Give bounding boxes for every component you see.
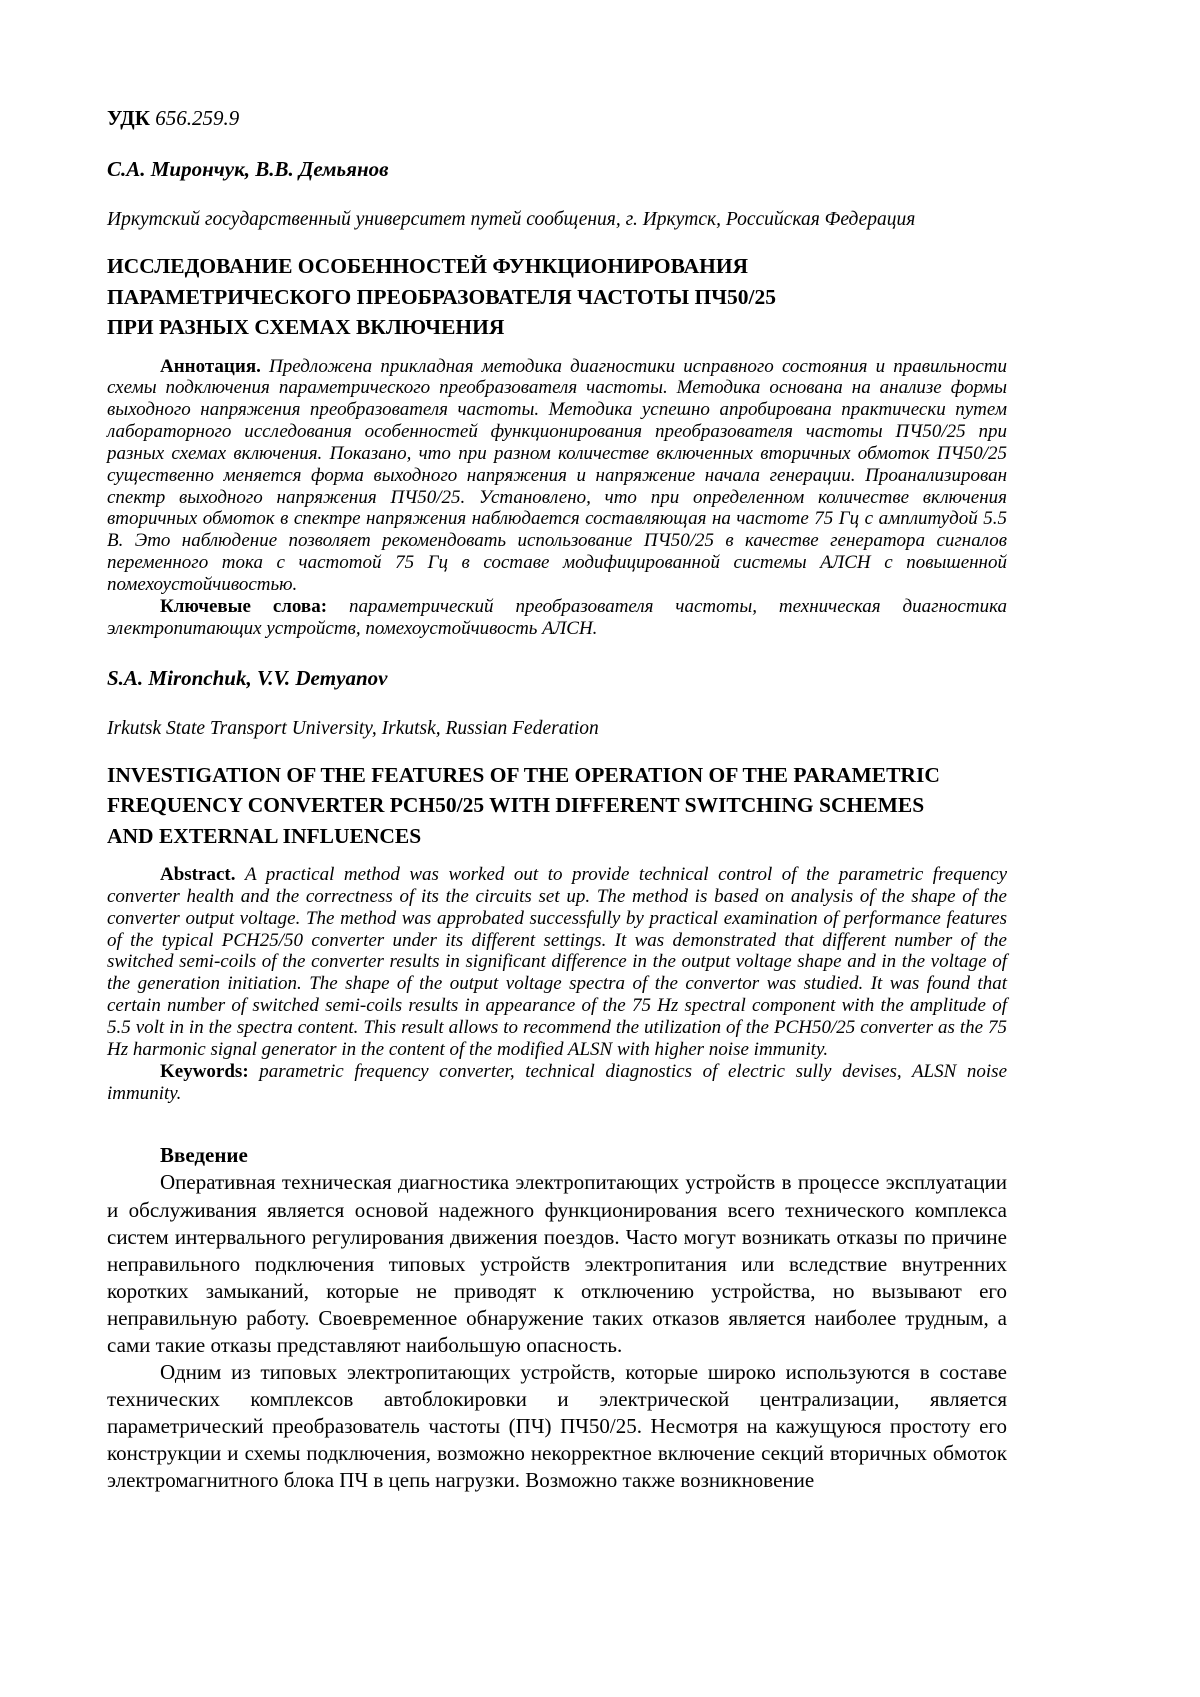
section-heading-introduction: Введение — [160, 1143, 248, 1168]
affiliation-english: Irkutsk State Transport University, Irkutsk, Russian Federation — [107, 717, 599, 739]
keywords-english-label: Keywords: — [160, 1060, 249, 1082]
introduction-paragraph-2: Одним из типовых электропитающих устройств, которые широко используются в составе технических комплексов автоблокировки и электрической централизации, является параметрический преобразователь частоты (ПЧ) ПЧ50/25. Несмотря на кажущуюся простоту его конструкции и схемы подключения, возможно некорректное включение секций вторичных обмоток электромагнитного блока ПЧ в цепь нагрузки. Возможно также возникновение — [107, 1359, 1007, 1493]
udk-label: УДК — [107, 106, 150, 130]
udk-line — [107, 106, 1007, 131]
keywords-russian-label: Ключевые слова: — [160, 595, 328, 617]
paper-title-russian: ИССЛЕДОВАНИЕ ОСОБЕННОСТЕЙ ФУНКЦИОНИРОВАНИЯ ПАРАМЕТРИЧЕСКОГО ПРЕОБРАЗОВАТЕЛЯ ЧАСТОТЫ ПЧ50/25 ПРИ РАЗНЫХ СХЕМАХ ВКЛЮЧЕНИЯ — [107, 254, 777, 340]
udk-number: 656.259.9 — [155, 106, 240, 130]
keywords-english-text: parametric frequency converter, technical diagnostics of electric sully devises, ALSN noise immunity. — [107, 1060, 1008, 1104]
paper-title-english: INVESTIGATION OF THE FEATURES OF THE OPERATION OF THE PARAMETRIC FREQUENCY CONVERTER PCH50/25 WITH DIFFERENT SWITCHING SCHEMES AND EXTERNAL INFLUENCES — [107, 762, 940, 848]
keywords-english — [107, 1061, 1007, 1105]
keywords-russian-text: параметрический преобразователя частоты, техническая диагностика электропитающих устройств, помехоустойчивость АЛСН. — [107, 595, 1007, 639]
abstract-english-text: A practical method was worked out to provide technical control of the parametric frequency converter health and the correctness of its the circuits set up. The method is based on analysis of the shape of the converter output voltage. The method was approbated successfully by practical examination of performance features of the typical PCH25/50 converter under its different settings. It was demonstrated that different number of the switched semi-coils of the converter results in significant difference in the output voltage shape and in the voltage of the generation initiation. The shape of the output voltage spectra of the convertor was studied. It was found that certain number of switched semi-coils results in appearance of the 75 Hz spectral component with the amplitude of 5.5 volt in in the spectra content. This result allows to recommend the utilization of the PCH50/25 converter as the 75 Hz harmonic signal generator in the content of the modified ALSN with higher noise immunity. — [107, 864, 1007, 1060]
abstract-english-label: Abstract. — [160, 864, 236, 886]
abstract-russian-label: Аннотация. — [160, 355, 261, 377]
abstract-russian-text: Предложена прикладная методика диагностики исправного состояния и правильности схемы подключения параметрического преобразователя частоты. Методика основана на анализе формы выходного напряжения преобразователя частоты. Методика успешно апробирована практически путем лабораторного исследования особенностей функционирования преобразователя частоты ПЧ50/25 при разных схемах включения. Показано, что при разном количестве включенных вторичных обмоток ПЧ50/25 существенно меняется форма выходного напряжения и напряжение начала генерации. Проанализирован спектр выходного напряжения ПЧ50/25. Установлено, что при определенном количестве включения вторичных обмоток в спектре напряжения наблюдается составляющая на частоте 75 Гц с амплитудой 5.5 В. Это наблюдение позволяет рекомендовать использование ПЧ50/25 в качестве генератора сигналов переменного тока с частотой 75 Гц в составе модифицированной системы АЛСН с повышенной помехоустойчивостью. — [107, 355, 1007, 595]
authors-russian: С.А. Мирончук, В.В. Демьянов — [107, 157, 389, 181]
abstract-russian — [107, 356, 1007, 596]
affiliation-russian: Иркутский государственный университет путей сообщения, г. Иркутск, Российская Федерация — [107, 209, 916, 230]
introduction-paragraph-1: Оперативная техническая диагностика электропитающих устройств в процессе эксплуатации и обслуживания является основой надежного функционирования всего технического комплекса систем интервального регулирования движения поездов. Часто могут возникать отказы по причине неправильного подключения типовых устройств электропитания или вследствие внутренних коротких замыканий, которые не приводят к отключению устройства, но вызывают его неправильную работу. Своевременное обнаружение таких отказов является наиболее трудным, а сами такие отказы представляют наибольшую опасность. — [107, 1170, 1007, 1357]
abstract-english — [107, 864, 1007, 1061]
keywords-russian — [107, 596, 1007, 640]
authors-english: S.A. Mironchuk, V.V. Demyanov — [107, 665, 388, 690]
